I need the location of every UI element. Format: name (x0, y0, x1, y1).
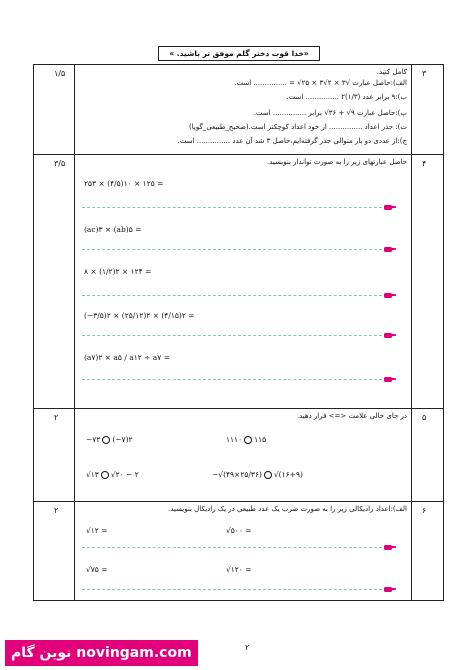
q5-score: ۲ (54, 413, 59, 422)
q5-compare-2-right: ۱۱۵ (254, 435, 267, 444)
q6-radical-3: √۷۵ = (86, 565, 108, 574)
page-number: ۲ (245, 643, 250, 652)
q5-compare-1-left: −۷۲ (86, 435, 101, 444)
compare-circle[interactable] (264, 471, 272, 479)
q5-compare-4-right: √(۱۶+۹) (273, 470, 303, 479)
answer-line (82, 249, 382, 250)
q5-compare-4-left: −√(۴۹×۲۵/۳۶) (212, 470, 262, 479)
compare-circle[interactable] (101, 471, 109, 479)
q3-line-a: الف):حاصل عبارت √۳ × ۲√۳ × ۲۵√ = ............... است. (234, 79, 407, 87)
q5-compare-1 (86, 435, 133, 444)
answer-line (82, 589, 382, 590)
q4-score: ۳/۵ (54, 159, 66, 168)
answer-line (82, 547, 382, 548)
q5-compare-2-left: ۱۱۱۰ (226, 435, 243, 444)
novingam-logo[interactable]: نوین گام novingam.com (5, 640, 198, 666)
answer-line (82, 379, 382, 380)
q4-expr-5: (a۷)۲ × a۵ / a۱۲ ÷ a۷ = (84, 353, 170, 362)
q4-expr-1: ۲۵۳ × (۴/۵)۱۰ × ۱۲۵ = (84, 179, 164, 188)
q6-radical-4: √۱۲۰ = (226, 565, 252, 574)
q4-title: حاصل عبارتهای زیر را به صورت تواندار بنویسید. (267, 158, 407, 166)
q3-number: ۳ (422, 69, 427, 78)
q4-expr-3: ۸ × (۱/۲)۲ × ۱۲۴ = (84, 267, 152, 276)
q3-line-p: پ):حاصل عبارت ۹√ + ۳۶√ برابر ............... است. (253, 109, 407, 117)
pointing-hand-icon (384, 291, 396, 299)
q4-expr-4: (−۳/۵)۲ × (۲۵/۱۲)۲ × (۴/۱۵)۲ = (84, 311, 195, 320)
pointing-hand-icon (384, 585, 396, 593)
q5-number: ۵ (422, 413, 427, 422)
pointing-hand-icon (384, 331, 396, 339)
q6-number: ۶ (422, 506, 427, 515)
exam-table (33, 64, 444, 601)
answer-line (82, 295, 382, 296)
compare-circle[interactable] (102, 436, 110, 444)
score-column-divider (74, 65, 75, 600)
q5-compare-3-left: √۱۳ (86, 470, 99, 479)
compare-circle[interactable] (244, 436, 252, 444)
q6-title: الف):اعداد رادیکالی زیر را به صورت ضرب یک عدد طبیعی در یک رادیکال بنویسید. (168, 505, 407, 513)
row-divider-q5 (34, 501, 443, 502)
pointing-hand-icon (384, 203, 396, 211)
q6-radical-1: √۱۲ = (86, 526, 108, 535)
q3-score: ۱/۵ (54, 69, 66, 78)
q5-compare-4 (212, 470, 303, 479)
q5-compare-1-right: (−۷)۲ (112, 435, 133, 444)
motivation-banner: «خدا قوت دختر گلم موفق تر باشید. » (158, 46, 320, 61)
answer-line (82, 207, 382, 208)
pointing-hand-icon (384, 543, 396, 551)
q5-title: در جای خالی علامت <=> قرار دهید. (296, 412, 407, 420)
pointing-hand-icon (384, 375, 396, 383)
q3-title: کامل کنید. (376, 68, 407, 76)
q6-radical-2: √۵۰۰ = (226, 526, 252, 535)
q3-line-t: ت): جذر اعداد ............... از خود اعداد کوچکتر است.(صحیح_طبیعی_گویا) (189, 123, 407, 131)
number-column-divider (411, 65, 412, 600)
answer-line (82, 335, 382, 336)
q5-compare-2 (226, 435, 266, 444)
q4-expr-2: (ac)۳ × (ab)۵ = (84, 225, 142, 234)
pointing-hand-icon (384, 245, 396, 253)
q5-compare-3 (86, 470, 139, 479)
q6-score: ۲ (54, 506, 59, 515)
row-divider-q4 (34, 408, 443, 409)
q4-number: ۴ (422, 159, 427, 168)
q3-line-b: ب):۹ برابر عدد (۱/۳)۲ ............... است. (286, 93, 407, 101)
q5-compare-3-right: √۲۰ − ۲ (110, 470, 139, 479)
q3-line-j: ج):از عددی دو بار متوالی جذر گرفته‌ایم،حاصل ۳ شد آن عدد ............... است. (177, 137, 407, 145)
row-divider-q3 (34, 154, 443, 155)
